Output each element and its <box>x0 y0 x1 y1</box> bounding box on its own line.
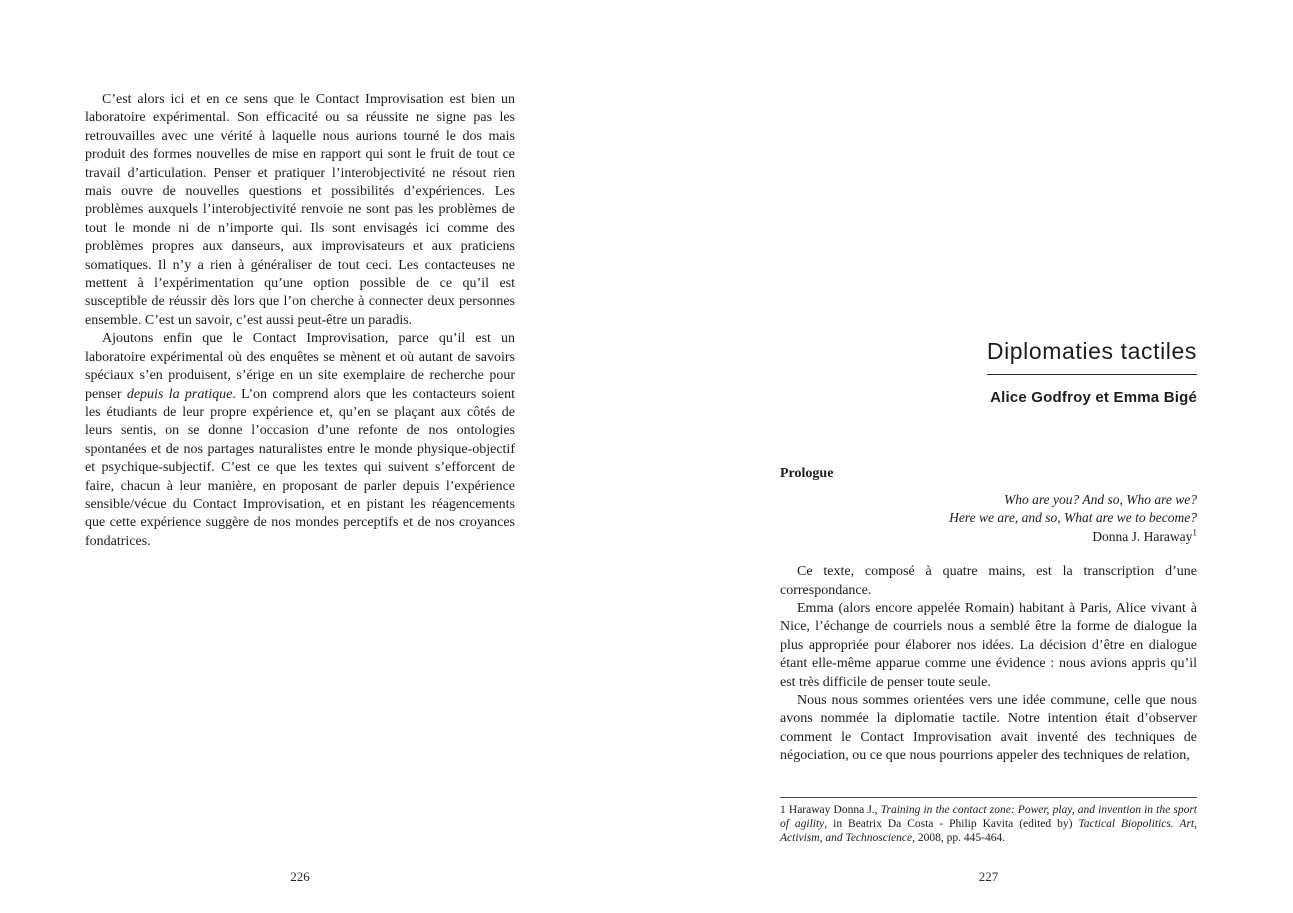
paragraph: Emma (alors encore appelée Romain) habitant à Paris, Alice vivant à Nice, l’échange de courriels nous a semblé être la forme de dialogue la plus appropriée pour élaborer nos idées. La décision d’être en dialogue étant elle-même apparue comme une évidence : nous avions appris qu’il est très difficile de penser toute seule. <box>780 601 1197 690</box>
page-right <box>646 0 1293 913</box>
footnote-block <box>780 797 1197 846</box>
page-number-left: 226 <box>290 869 310 884</box>
footnote: 1 Haraway Donna J., Training in the contact zone: Power, play, and invention in the sport of agility, in Beatrix Da Costa - Philip Kavita (edited by) Tactical Biopolitics. Art, Activism, and Technoscience, 2008, pp. 445-464. <box>780 804 1198 845</box>
paragraph: C’est alors ici et en ce sens que le Contact Improvisation est bien un laboratoire expérimental. Son efficacité ou sa réussite ne signe pas les retrouvailles avec une vérité à laquelle nous aurions tourné le dos mais produit des formes nouvelles de mise en rapport qui sont le fruit de tout ce travail d’articulation. Penser et pratiquer l’interobjectivité ne résout rien mais ouvre de nouvelles questions et possibilités d’expériences. Les problèmes auxquels l’interobjectivité renvoie ne sont pas les problèmes de tout le monde ni de n’importe qui. Ils sont envisagés ici comme des problèmes propres aux danseurs, aux improvisateurs et aux praticiens somatiques. Il n’y a rien à généraliser de tout ceci. Les contacteuses ne mettent à l’expérimentation qu’une option possible de ce qu’il est susceptible de réussir dès lors que l’on cherche à connecter deux personnes ensemble. C’est un savoir, c’est aussi peut-être un paradis. <box>85 92 515 328</box>
footnote-rule <box>780 797 1197 798</box>
right-text-column <box>780 0 1197 766</box>
epigraph <box>780 491 1197 546</box>
chapter-authors: Alice Godfroy et Emma Bigé <box>990 389 1197 406</box>
paragraph: Ce texte, composé à quatre mains, est la transcription d’une correspondance. <box>780 564 1197 598</box>
epigraph-attribution: Donna J. Haraway$^1$ <box>1092 527 1197 544</box>
page-number-right: 227 <box>978 869 999 884</box>
epigraph-line: Here we are, and so, What are we to become? <box>949 510 1197 526</box>
epigraph-line: Who are you? And so, Who are we? <box>1004 492 1197 507</box>
paragraph: Nous nous sommes orientées vers une idée commune, celle que nous avons nommée la diplomatie tactile. Notre intention était d’observer comment le Contact Improvisation avait inventé des techniques de négociation, ou ce que nous pourrions appeler des techniques de relation, <box>780 693 1197 764</box>
left-text-block <box>85 91 515 551</box>
chapter-title: Diplomaties tactiles <box>987 338 1197 375</box>
right-text-block <box>780 563 1197 765</box>
page-left <box>0 0 646 913</box>
paragraph: Ajoutons enfin que le Contact Improvisation, parce qu’il est un laboratoire expérimental où des enquêtes se mènent et où autant de savoirs spéciaux s’en produisent, s’érige en un site exemplaire de recherche pour penser depuis la pratique. L’on comprend alors que les contacteurs soient les étudiants de leur propre expérience et, qu’en se plaçant aux côtés de leurs sentis, on se donne l’occasion d’une refonte de nos ontologies spontanées et de nos partages naturalistes entre le monde physique-objectif et psychique-subjectif. C’est ce que les textes qui suivent s’efforcent de faire, chacun à leur manière, en proposant de parler depuis l’expérience sensible/vécue du Contact Improvisation, et en pistant les réagencements que cette expérience suggère de nos mondes perceptifs et de nos croyances fondatrices. <box>85 331 515 549</box>
section-heading: Prologue <box>780 466 834 481</box>
chapter-header <box>780 338 1197 406</box>
